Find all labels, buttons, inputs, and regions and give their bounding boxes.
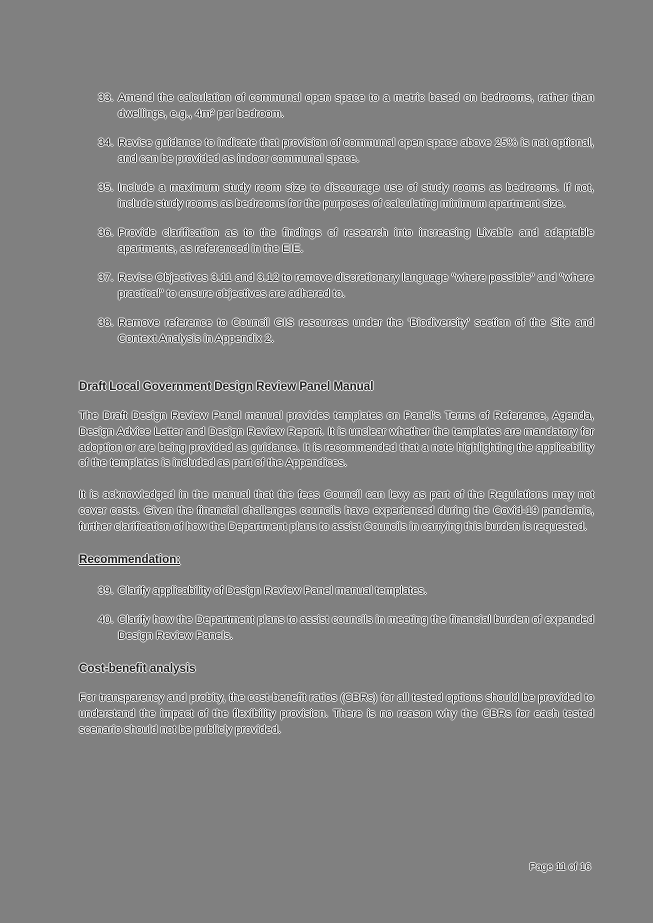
list-number: 36. bbox=[98, 227, 114, 239]
list-number: 34. bbox=[98, 137, 114, 149]
list-number: 40. bbox=[98, 614, 114, 627]
list-number: 33. bbox=[98, 92, 114, 104]
paragraph-cost-benefit: For transparency and probity, the cost-benefit ratios (CBRs) for all tested options should be provided to understand the impact of the flexibility provision. There is no reason why the CBRs for each tested scenario should not be publicly provided. bbox=[79, 692, 594, 736]
paragraph-fees: It is acknowledged in the manual that the fees Council can levy as part of the Regulations may not cover costs. Given the financial challenges councils have experienced during the Covid-19 pandemic, further clarification of how the Department plans to assist Councils in carrying this burden is requested. bbox=[79, 489, 594, 533]
list-number: 39. bbox=[98, 584, 114, 597]
recommendation-label: Recommendation: bbox=[79, 552, 181, 566]
list-item-36 bbox=[79, 226, 594, 257]
section-heading-cost-benefit: Cost-benefit analysis bbox=[79, 662, 196, 676]
list-item-40 bbox=[79, 613, 594, 644]
list-item-34 bbox=[79, 136, 594, 167]
list-number: 35. bbox=[98, 182, 114, 194]
list-item-38 bbox=[79, 316, 594, 347]
list-text: Remove reference to Council GIS resources under the 'Biodiversity' section of the Site and Context Analysis in Appendix 2. bbox=[118, 317, 594, 345]
list-item-35 bbox=[79, 181, 594, 212]
list-item-39 bbox=[79, 584, 594, 600]
list-item-37 bbox=[79, 271, 594, 302]
paragraph-templates: The Draft Design Review Panel manual provides templates on Panel's Terms of Reference, Agenda, Design Advice Letter and Design Review Report. It is unclear whether the templates are mandatory for adoption or are being provided as guidance. It is recommended that a note highlighting the applicability of the templates is included as part of the Appendices. bbox=[79, 410, 594, 470]
list-text: Revise Objectives 3.11 and 3.12 to remove discretionary language "where possible" and "where practical" to ensure objectives are adhered to. bbox=[118, 272, 594, 300]
list-text: Revise guidance to indicate that provision of communal open space above 25% is not optional, and can be provided as indoor communal space. bbox=[118, 137, 594, 165]
list-text: Provide clarification as to the findings of research into increasing Livable and adaptable apartments, as referenced in the EIE. bbox=[118, 227, 594, 255]
document-page bbox=[79, 91, 594, 738]
list-number: 38. bbox=[98, 317, 114, 329]
page-number: Page 11 of 16 bbox=[529, 862, 591, 873]
list-text: Include a maximum study room size to discourage use of study rooms as bedrooms. If not, include study rooms as bedrooms for the purposes of calculating minimum apartment size. bbox=[118, 182, 594, 210]
section-heading-design-review: Draft Local Government Design Review Panel Manual bbox=[79, 380, 374, 393]
list-text: Amend the calculation of communal open space to a metric based on bedrooms, rather than dwellings, e.g., 4m² per bedroom. bbox=[118, 92, 594, 120]
list-text: Clarify applicability of Design Review Panel manual templates. bbox=[118, 584, 428, 597]
list-text: Clarify how the Department plans to assist councils in meeting the financial burden of expanded Design Review Panels. bbox=[118, 614, 594, 642]
list-item-33 bbox=[79, 91, 594, 122]
list-number: 37. bbox=[98, 272, 114, 284]
